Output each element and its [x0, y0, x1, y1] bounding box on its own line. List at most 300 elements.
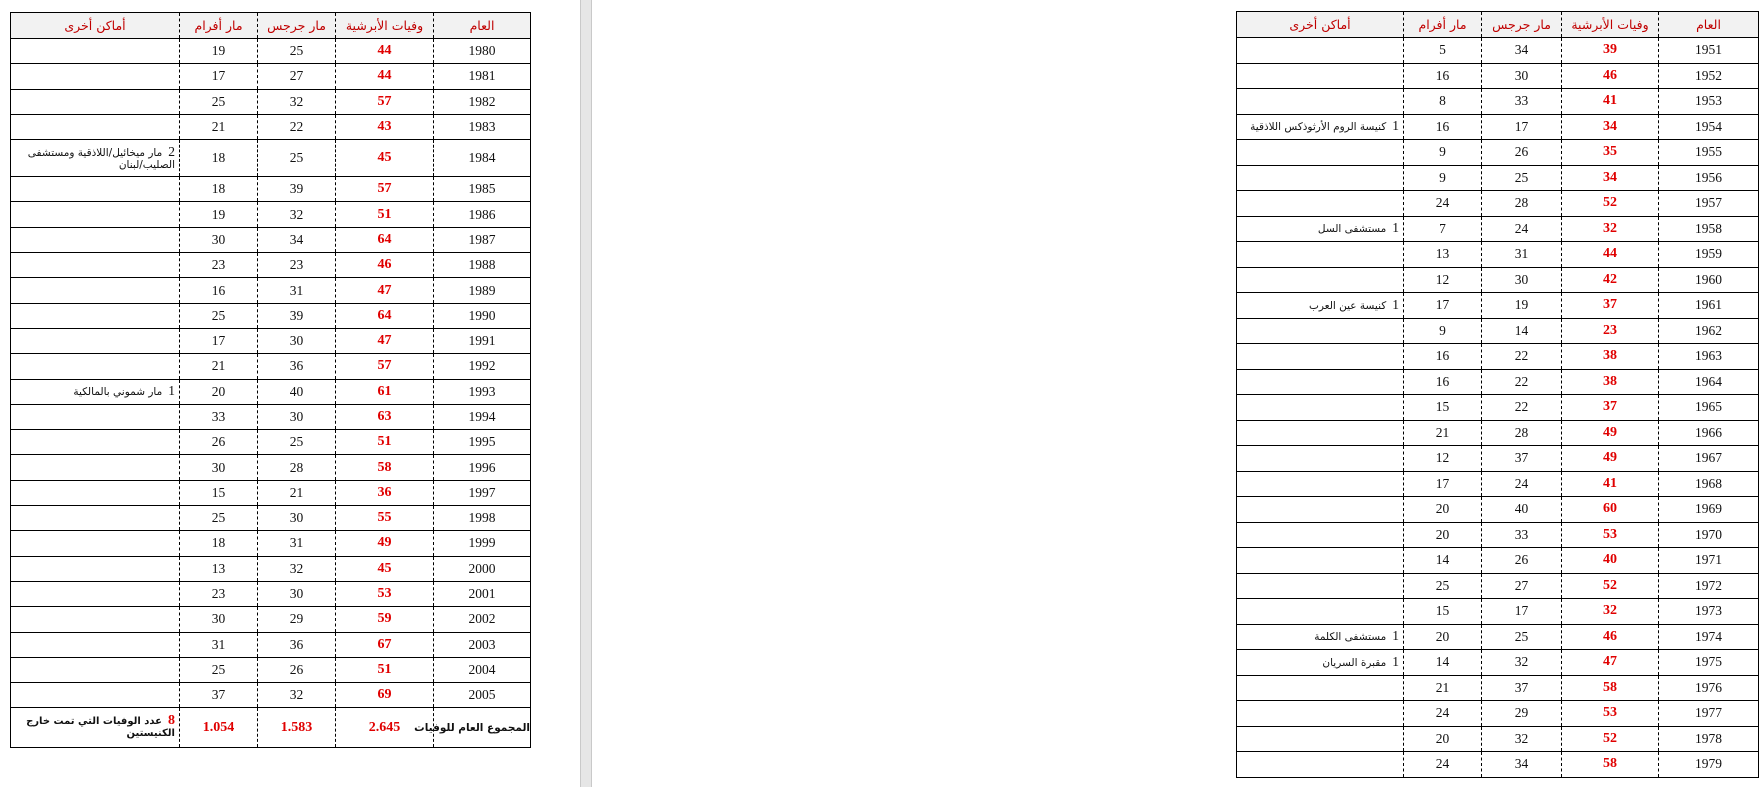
cell-deaths: 41 [1562, 89, 1659, 115]
cell-mar-afram: 9 [1404, 165, 1482, 191]
cell-deaths: 47 [1562, 650, 1659, 676]
table-row [1237, 471, 1759, 497]
cell-mar-afram: 17 [1404, 471, 1482, 497]
cell-mar-afram: 20 [1404, 497, 1482, 523]
cell-year: 1986 [434, 202, 531, 227]
total-mar-gerges: 1.583 [258, 708, 336, 748]
cell-other-places [1237, 650, 1404, 676]
cell-other-places [1237, 89, 1404, 115]
cell-mar-gerges: 25 [258, 140, 336, 177]
total-label: المجموع العام للوفيات [434, 708, 531, 748]
table-row [11, 39, 531, 64]
cell-deaths: 58 [1562, 675, 1659, 701]
cell-year: 1981 [434, 64, 531, 89]
cell-other-places [1237, 293, 1404, 319]
cell-deaths: 51 [336, 430, 434, 455]
table-row [11, 328, 531, 353]
table-row [11, 379, 531, 404]
cell-mar-gerges: 30 [1482, 63, 1562, 89]
cell-mar-gerges: 30 [258, 404, 336, 429]
cell-other-places [1237, 114, 1404, 140]
cell-other-places [11, 354, 180, 379]
table-row [1237, 497, 1759, 523]
cell-mar-afram: 23 [180, 253, 258, 278]
cell-other-places [1237, 675, 1404, 701]
cell-deaths: 32 [1562, 216, 1659, 242]
table-row [1237, 701, 1759, 727]
cell-other-places [1237, 63, 1404, 89]
table-row [11, 531, 531, 556]
cell-year: 1953 [1659, 89, 1759, 115]
cell-mar-gerges: 27 [1482, 573, 1562, 599]
cell-mar-afram: 16 [1404, 369, 1482, 395]
cell-year: 1999 [434, 531, 531, 556]
table-row [11, 632, 531, 657]
cell-year: 1974 [1659, 624, 1759, 650]
other-place: مستشفى الكلمة [1314, 631, 1387, 644]
cell-mar-afram: 21 [180, 354, 258, 379]
cell-mar-afram: 25 [180, 303, 258, 328]
cell-deaths: 44 [336, 39, 434, 64]
cell-mar-gerges: 22 [1482, 395, 1562, 421]
cell-year: 1976 [1659, 675, 1759, 701]
cell-mar-gerges: 29 [258, 607, 336, 632]
cell-mar-afram: 23 [180, 581, 258, 606]
cell-deaths: 58 [336, 455, 434, 480]
cell-other-places [11, 379, 180, 404]
table-row [11, 506, 531, 531]
table-row [1237, 548, 1759, 574]
cell-other-places [11, 430, 180, 455]
table-row [1237, 522, 1759, 548]
cell-mar-afram: 37 [180, 683, 258, 708]
cell-year: 1961 [1659, 293, 1759, 319]
cell-year: 1956 [1659, 165, 1759, 191]
cell-year: 1997 [434, 480, 531, 505]
cell-deaths: 60 [1562, 497, 1659, 523]
cell-deaths: 47 [336, 278, 434, 303]
table-row [1237, 38, 1759, 64]
cell-deaths: 49 [1562, 446, 1659, 472]
cell-other-places [1237, 395, 1404, 421]
cell-mar-gerges: 34 [1482, 38, 1562, 64]
cell-mar-gerges: 25 [1482, 624, 1562, 650]
header-mar-afram: مار أفرام [1404, 12, 1482, 38]
cell-mar-afram: 25 [180, 89, 258, 114]
cell-mar-gerges: 31 [258, 278, 336, 303]
cell-mar-gerges: 36 [258, 354, 336, 379]
cell-other-places [1237, 446, 1404, 472]
cell-mar-gerges: 19 [1482, 293, 1562, 319]
cell-year: 1951 [1659, 38, 1759, 64]
cell-year: 1987 [434, 227, 531, 252]
table-row [1237, 420, 1759, 446]
cell-mar-afram: 12 [1404, 267, 1482, 293]
table-row [1237, 63, 1759, 89]
cell-mar-afram: 25 [180, 506, 258, 531]
cell-other-places [1237, 165, 1404, 191]
cell-other-places [11, 581, 180, 606]
cell-deaths: 47 [336, 328, 434, 353]
table-row [11, 430, 531, 455]
cell-other-places [1237, 191, 1404, 217]
cell-year: 1985 [434, 177, 531, 202]
cell-year: 1971 [1659, 548, 1759, 574]
cell-mar-gerges: 34 [1482, 752, 1562, 778]
cell-other-places [1237, 573, 1404, 599]
cell-deaths: 44 [1562, 242, 1659, 268]
cell-mar-afram: 16 [180, 278, 258, 303]
cell-year: 1968 [1659, 471, 1759, 497]
cell-year: 2003 [434, 632, 531, 657]
cell-year: 1979 [1659, 752, 1759, 778]
cell-deaths: 49 [1562, 420, 1659, 446]
other-count: 1 [1392, 628, 1399, 644]
table-row [1237, 267, 1759, 293]
cell-mar-gerges: 34 [258, 227, 336, 252]
cell-year: 1995 [434, 430, 531, 455]
deaths-table-1980-2005 [10, 12, 531, 748]
cell-deaths: 57 [336, 354, 434, 379]
cell-mar-afram: 24 [1404, 191, 1482, 217]
cell-mar-gerges: 30 [258, 328, 336, 353]
table-row [1237, 293, 1759, 319]
cell-other-places [1237, 267, 1404, 293]
cell-mar-afram: 21 [1404, 420, 1482, 446]
cell-mar-afram: 13 [1404, 242, 1482, 268]
cell-deaths: 52 [1562, 573, 1659, 599]
cell-other-places [1237, 497, 1404, 523]
table-row [11, 657, 531, 682]
cell-year: 1990 [434, 303, 531, 328]
cell-deaths: 45 [336, 140, 434, 177]
cell-other-places [11, 683, 180, 708]
cell-mar-afram: 14 [1404, 548, 1482, 574]
table-row [11, 64, 531, 89]
cell-year: 1984 [434, 140, 531, 177]
cell-mar-gerges: 21 [258, 480, 336, 505]
cell-year: 1967 [1659, 446, 1759, 472]
cell-deaths: 38 [1562, 369, 1659, 395]
cell-other-places [1237, 369, 1404, 395]
other-count: 1 [1392, 220, 1399, 236]
cell-mar-gerges: 28 [1482, 191, 1562, 217]
cell-mar-gerges: 25 [1482, 165, 1562, 191]
cell-year: 1966 [1659, 420, 1759, 446]
cell-mar-afram: 17 [180, 64, 258, 89]
cell-deaths: 37 [1562, 293, 1659, 319]
cell-other-places [11, 480, 180, 505]
cell-year: 1992 [434, 354, 531, 379]
cell-mar-afram: 18 [180, 531, 258, 556]
table-row [1237, 242, 1759, 268]
cell-other-places [11, 632, 180, 657]
cell-mar-gerges: 27 [258, 64, 336, 89]
table-row [11, 114, 531, 139]
cell-mar-afram: 18 [180, 177, 258, 202]
header-other-places: أماكن أخرى [1237, 12, 1404, 38]
cell-mar-afram: 26 [180, 430, 258, 455]
table-row [11, 177, 531, 202]
cell-mar-afram: 19 [180, 39, 258, 64]
cell-mar-afram: 30 [180, 227, 258, 252]
cell-mar-afram: 15 [180, 480, 258, 505]
cell-mar-gerges: 30 [258, 581, 336, 606]
cell-other-places [1237, 624, 1404, 650]
cell-mar-afram: 20 [1404, 624, 1482, 650]
table-row [11, 227, 531, 252]
cell-other-places [11, 39, 180, 64]
cell-deaths: 53 [1562, 701, 1659, 727]
cell-deaths: 35 [1562, 140, 1659, 166]
cell-other-places [11, 202, 180, 227]
cell-deaths: 23 [1562, 318, 1659, 344]
cell-deaths: 38 [1562, 344, 1659, 370]
cell-other-places [1237, 216, 1404, 242]
header-deaths: وفيات الأبرشية [336, 13, 434, 39]
cell-mar-gerges: 40 [1482, 497, 1562, 523]
cell-mar-afram: 17 [180, 328, 258, 353]
other-place: مقبرة السريان [1322, 656, 1387, 669]
cell-mar-afram: 30 [180, 607, 258, 632]
cell-year: 2004 [434, 657, 531, 682]
cell-year: 1973 [1659, 599, 1759, 625]
other-place: مار ميخائيل/اللاذقية ومستشفى الصليب/لبنان [27, 146, 175, 171]
table-row [11, 607, 531, 632]
cell-year: 1993 [434, 379, 531, 404]
cell-mar-afram: 25 [1404, 573, 1482, 599]
cell-deaths: 57 [336, 89, 434, 114]
cell-other-places [1237, 420, 1404, 446]
cell-deaths: 34 [1562, 114, 1659, 140]
cell-deaths: 46 [1562, 624, 1659, 650]
cell-mar-gerges: 32 [258, 556, 336, 581]
table-row [1237, 165, 1759, 191]
cell-year: 1991 [434, 328, 531, 353]
other-place: كنيسة الروم الأرثوذكس اللاذقية [1250, 121, 1387, 134]
other-count: 1 [1392, 118, 1399, 134]
cell-other-places [1237, 726, 1404, 752]
cell-year: 1978 [1659, 726, 1759, 752]
cell-deaths: 69 [336, 683, 434, 708]
cell-other-places [11, 556, 180, 581]
total-row [11, 708, 531, 748]
header-year: العام [1659, 12, 1759, 38]
cell-mar-gerges: 39 [258, 177, 336, 202]
cell-deaths: 53 [336, 581, 434, 606]
cell-deaths: 36 [336, 480, 434, 505]
cell-deaths: 43 [336, 114, 434, 139]
cell-mar-afram: 20 [180, 379, 258, 404]
cell-mar-afram: 9 [1404, 318, 1482, 344]
table-row [1237, 216, 1759, 242]
cell-other-places [11, 328, 180, 353]
cell-other-places [11, 506, 180, 531]
document-page-left [0, 0, 580, 787]
cell-other-places [11, 607, 180, 632]
cell-deaths: 32 [1562, 599, 1659, 625]
total-deaths: 2.645 [336, 708, 434, 748]
cell-mar-gerges: 40 [258, 379, 336, 404]
cell-mar-afram: 9 [1404, 140, 1482, 166]
cell-mar-afram: 15 [1404, 599, 1482, 625]
cell-deaths: 58 [1562, 752, 1659, 778]
cell-deaths: 37 [1562, 395, 1659, 421]
cell-mar-gerges: 26 [1482, 140, 1562, 166]
cell-mar-afram: 8 [1404, 89, 1482, 115]
cell-deaths: 64 [336, 227, 434, 252]
cell-deaths: 64 [336, 303, 434, 328]
cell-mar-gerges: 22 [258, 114, 336, 139]
cell-mar-afram: 31 [180, 632, 258, 657]
cell-mar-afram: 20 [1404, 522, 1482, 548]
cell-mar-afram: 17 [1404, 293, 1482, 319]
cell-year: 1962 [1659, 318, 1759, 344]
cell-mar-afram: 18 [180, 140, 258, 177]
cell-mar-gerges: 26 [258, 657, 336, 682]
table-row [11, 354, 531, 379]
table-row [1237, 675, 1759, 701]
cell-other-places [11, 140, 180, 177]
table-header-row [1237, 12, 1759, 38]
cell-mar-afram: 15 [1404, 395, 1482, 421]
cell-mar-gerges: 25 [258, 430, 336, 455]
table-row [1237, 89, 1759, 115]
table-row [1237, 344, 1759, 370]
cell-deaths: 52 [1562, 191, 1659, 217]
cell-mar-afram: 12 [1404, 446, 1482, 472]
table-row [11, 303, 531, 328]
cell-mar-gerges: 32 [258, 89, 336, 114]
cell-mar-afram: 19 [180, 202, 258, 227]
cell-year: 1969 [1659, 497, 1759, 523]
page-separator [580, 0, 592, 787]
cell-year: 1982 [434, 89, 531, 114]
cell-mar-gerges: 36 [258, 632, 336, 657]
total-mar-afram: 1.054 [180, 708, 258, 748]
cell-year: 2005 [434, 683, 531, 708]
cell-mar-afram: 16 [1404, 344, 1482, 370]
cell-mar-afram: 33 [180, 404, 258, 429]
cell-mar-gerges: 30 [258, 506, 336, 531]
cell-deaths: 49 [336, 531, 434, 556]
cell-deaths: 39 [1562, 38, 1659, 64]
cell-other-places [1237, 548, 1404, 574]
cell-mar-gerges: 33 [1482, 522, 1562, 548]
cell-other-places [11, 657, 180, 682]
cell-deaths: 46 [336, 253, 434, 278]
cell-deaths: 61 [336, 379, 434, 404]
cell-mar-gerges: 37 [1482, 446, 1562, 472]
cell-other-places [1237, 140, 1404, 166]
table-row [1237, 114, 1759, 140]
cell-mar-afram: 21 [180, 114, 258, 139]
cell-mar-afram: 16 [1404, 63, 1482, 89]
table-header-row [11, 13, 531, 39]
cell-other-places [1237, 471, 1404, 497]
cell-year: 1959 [1659, 242, 1759, 268]
cell-deaths: 55 [336, 506, 434, 531]
cell-mar-gerges: 31 [258, 531, 336, 556]
cell-mar-gerges: 17 [1482, 599, 1562, 625]
cell-mar-gerges: 23 [258, 253, 336, 278]
cell-mar-gerges: 33 [1482, 89, 1562, 115]
cell-year: 2001 [434, 581, 531, 606]
table-row [11, 683, 531, 708]
table-row [1237, 140, 1759, 166]
cell-mar-gerges: 25 [258, 39, 336, 64]
table-row [1237, 369, 1759, 395]
cell-mar-afram: 13 [180, 556, 258, 581]
cell-deaths: 34 [1562, 165, 1659, 191]
cell-other-places [11, 227, 180, 252]
cell-mar-gerges: 24 [1482, 216, 1562, 242]
table-row [11, 556, 531, 581]
cell-deaths: 51 [336, 202, 434, 227]
header-other-places: أماكن أخرى [11, 13, 180, 39]
cell-deaths: 42 [1562, 267, 1659, 293]
cell-deaths: 45 [336, 556, 434, 581]
cell-year: 1964 [1659, 369, 1759, 395]
cell-deaths: 59 [336, 607, 434, 632]
cell-year: 1958 [1659, 216, 1759, 242]
cell-other-places [1237, 38, 1404, 64]
cell-deaths: 44 [336, 64, 434, 89]
cell-mar-gerges: 31 [1482, 242, 1562, 268]
cell-mar-gerges: 32 [258, 202, 336, 227]
cell-mar-afram: 16 [1404, 114, 1482, 140]
table-row [1237, 752, 1759, 778]
cell-mar-afram: 30 [180, 455, 258, 480]
table-row [1237, 650, 1759, 676]
cell-year: 1955 [1659, 140, 1759, 166]
cell-other-places [11, 303, 180, 328]
cell-deaths: 51 [336, 657, 434, 682]
cell-other-places [11, 177, 180, 202]
other-count: 1 [1392, 296, 1399, 312]
cell-mar-afram: 21 [1404, 675, 1482, 701]
cell-other-places [11, 89, 180, 114]
cell-other-places [11, 455, 180, 480]
table-row [11, 455, 531, 480]
cell-mar-gerges: 37 [1482, 675, 1562, 701]
cell-mar-gerges: 28 [258, 455, 336, 480]
cell-other-places [11, 114, 180, 139]
cell-mar-gerges: 28 [1482, 420, 1562, 446]
table-row [11, 253, 531, 278]
header-mar-gerges: مار جرجس [258, 13, 336, 39]
cell-year: 2002 [434, 607, 531, 632]
table-row [1237, 573, 1759, 599]
cell-mar-gerges: 14 [1482, 318, 1562, 344]
other-count: 1 [168, 383, 175, 399]
table-row [1237, 624, 1759, 650]
other-count: 2 [168, 143, 175, 159]
cell-other-places [11, 64, 180, 89]
other-place: مستشفى السل [1317, 223, 1387, 236]
cell-deaths: 52 [1562, 726, 1659, 752]
header-mar-gerges: مار جرجس [1482, 12, 1562, 38]
table-row [11, 480, 531, 505]
table-row [1237, 446, 1759, 472]
cell-deaths: 41 [1562, 471, 1659, 497]
cell-mar-afram: 24 [1404, 752, 1482, 778]
cell-other-places [1237, 344, 1404, 370]
cell-deaths: 53 [1562, 522, 1659, 548]
header-deaths: وفيات الأبرشية [1562, 12, 1659, 38]
table-row [1237, 191, 1759, 217]
cell-other-places [1237, 522, 1404, 548]
